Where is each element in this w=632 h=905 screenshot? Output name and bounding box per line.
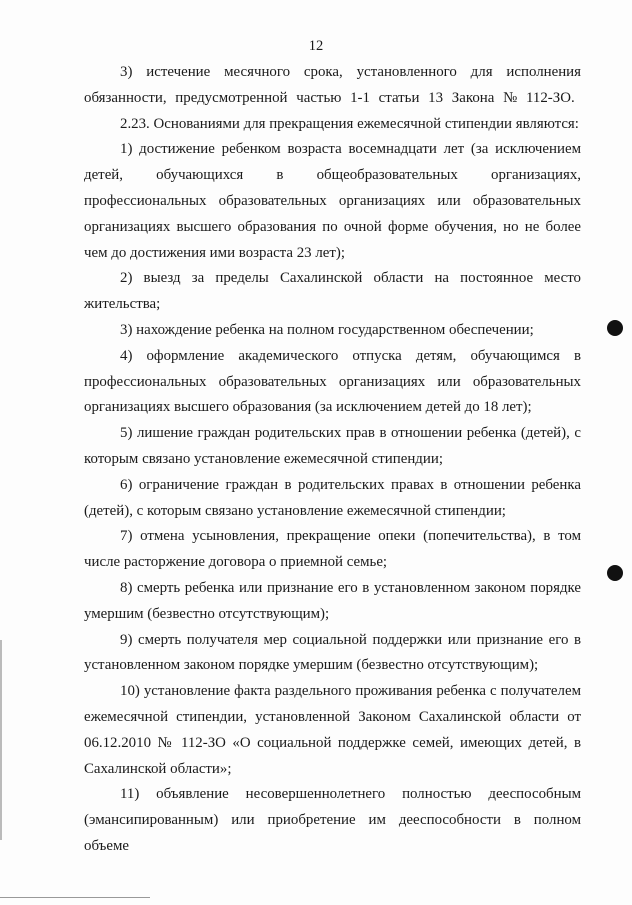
paragraph-item-5-deprivation: 5) лишение граждан родительских прав в отношении ребенка (детей), с которым связано установление ежемесячной стипендии; [84, 425, 581, 467]
scan-bottom-rule [0, 897, 150, 898]
paragraph-item-1-age: 1) достижение ребенком возраста восемнадцати лет (за исключением детей, обучающихся в общеобразовательных организациях, профессиональных образовательных организациях или образовательных организациях высшего образования по очной форме обучения, но не более чем до достижения ими возраста 23 лет); [84, 141, 581, 261]
paragraph-item-9-recipient-death: 9) смерть получателя мер социальной поддержки или признание его в установленном законом порядке умершим (безвестно отсутствующим); [84, 631, 581, 674]
paragraph-item-7-adoption: 7) отмена усыновления, прекращение опеки (попечительства), в том числе расторжение договора о приемной семье; [84, 528, 581, 571]
paragraph-item-4-academic-leave: 4) оформление академического отпуска детям, обучающимся в профессиональных образовательных организациях или образовательных организациях высшего образования (за исключением детей до 18 лет); [84, 347, 581, 416]
paragraph-item-3-deadline: 3) истечение месячного срока, установленного для исполнения обязанности, предусмотренной частью 1-1 статьи 13 Закона № 112-ЗО. [84, 64, 581, 106]
page-number: 12 [308, 38, 324, 54]
paragraph-item-6-restriction: 6) ограничение граждан в родительских правах в отношении ребенка (детей), с которым связано установление ежемесячной стипендии; [84, 476, 581, 519]
paragraph-item-2-relocation: 2) выезд за пределы Сахалинской области на постоянное место жительства; [84, 270, 581, 313]
paragraph-item-10-separate-residence: 10) установление факта раздельного проживания ребенка с получателем ежемесячной стипендии, установленной Законом Сахалинской области от 06.12.2010 № 112-ЗО «О социальной поддержке семей, имеющих детей, в Сахалинской области»; [84, 683, 581, 777]
document-body [84, 60, 581, 860]
punch-hole-mark [607, 320, 623, 336]
paragraph-item-3-state-care: 3) нахождение ребенка на полном государственном обеспечении; [120, 321, 534, 338]
punch-hole-mark [607, 565, 623, 581]
scan-edge-mark [0, 640, 2, 840]
paragraph-item-8-child-death: 8) смерть ребенка или признание его в установленном законом порядке умершим (безвестно отсутствующим); [84, 579, 581, 622]
paragraph-section-2-23: 2.23. Основаниями для прекращения ежемесячной стипендии являются: [120, 115, 579, 132]
paragraph-item-11-emancipation: 11) объявление несовершеннолетнего полностью дееспособным (эмансипированным) или приобретение им дееспособности в полном объеме [84, 786, 581, 854]
